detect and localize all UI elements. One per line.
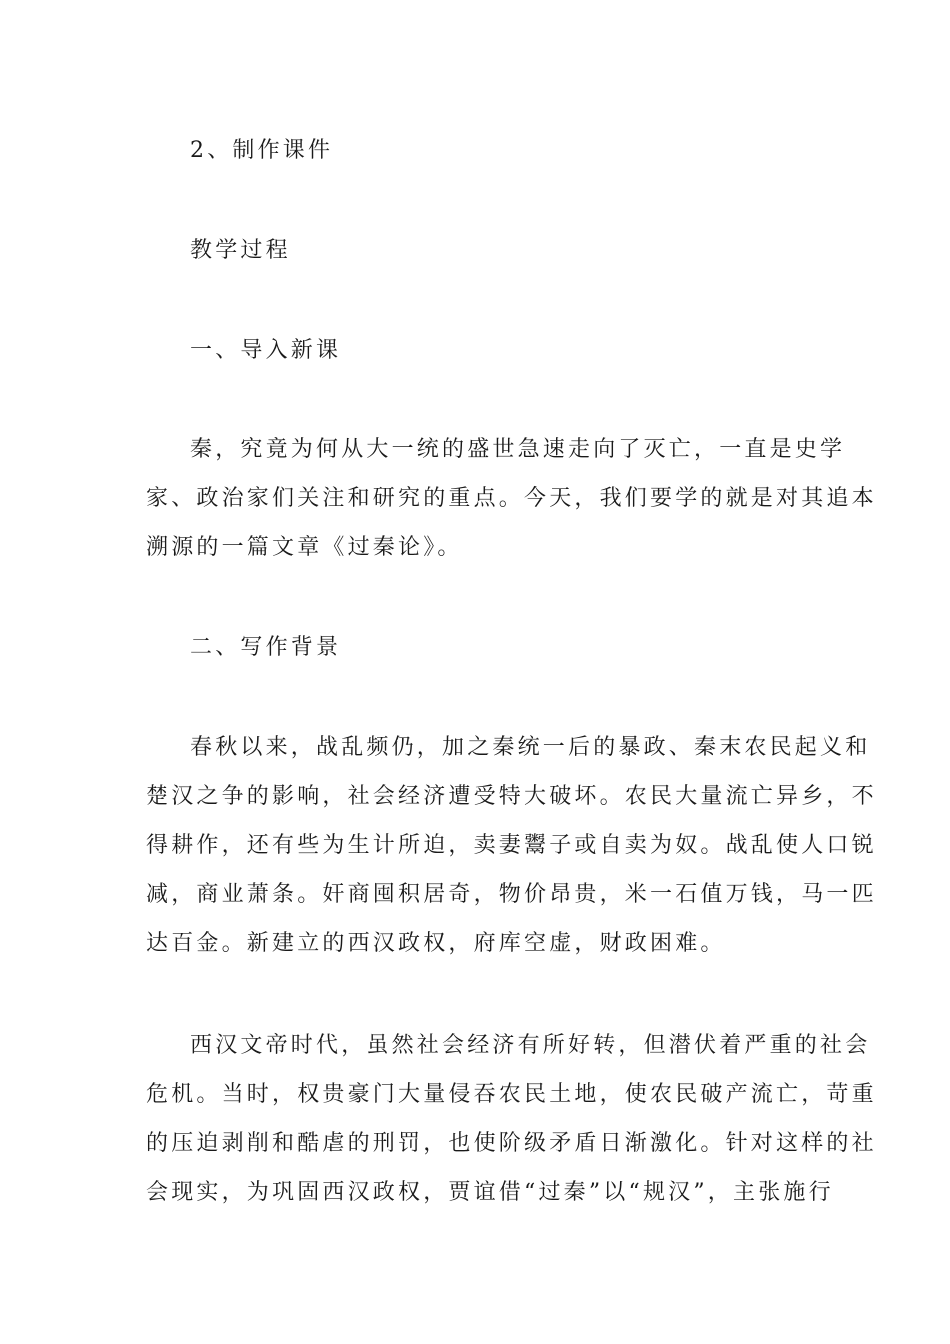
paragraph-line: 的压迫剥削和酷虐的刑罚，也使阶级矛盾日渐激化。针对这样的社 [146, 1131, 877, 1156]
paragraph-line: 家、政治家们关注和研究的重点。今天，我们要学的就是对其追本 [146, 486, 877, 511]
paragraph-line: 楚汉之争的影响，社会经济遭受特大破坏。农民大量流亡异乡，不 [146, 784, 877, 809]
heading-make-courseware: 2、制作课件 [190, 138, 334, 163]
paragraph-line: 危机。当时，权贵豪门大量侵吞农民土地，使农民破产流亡，苛重 [146, 1082, 877, 1107]
heading-writing-background: 二、写作背景 [190, 635, 342, 660]
paragraph-line: 西汉文帝时代，虽然社会经济有所好转，但潜伏着严重的社会 [190, 1033, 871, 1058]
paragraph-line: 会现实，为巩固西汉政权，贾谊借“过秦”以“规汉”，主张施行 [146, 1180, 834, 1205]
heading-teaching-process: 教学过程 [190, 238, 291, 263]
paragraph-line: 减，商业萧条。奸商囤积居奇，物价昂贵，米一石值万钱，马一匹 [146, 882, 877, 907]
paragraph-line: 春秋以来，战乱频仍，加之秦统一后的暴政、秦末农民起义和 [190, 735, 871, 760]
paragraph-line: 得耕作，还有些为生计所迫，卖妻鬻子或自卖为奴。战乱使人口锐 [146, 833, 877, 858]
paragraph-line: 达百金。新建立的西汉政权，府库空虚，财政困难。 [146, 931, 726, 956]
paragraph-line: 溯源的一篇文章《过秦论》。 [146, 535, 463, 560]
heading-introduce-lesson: 一、导入新课 [190, 338, 342, 363]
paragraph-line: 秦，究竟为何从大一统的盛世急速走向了灭亡，一直是史学 [190, 437, 846, 462]
